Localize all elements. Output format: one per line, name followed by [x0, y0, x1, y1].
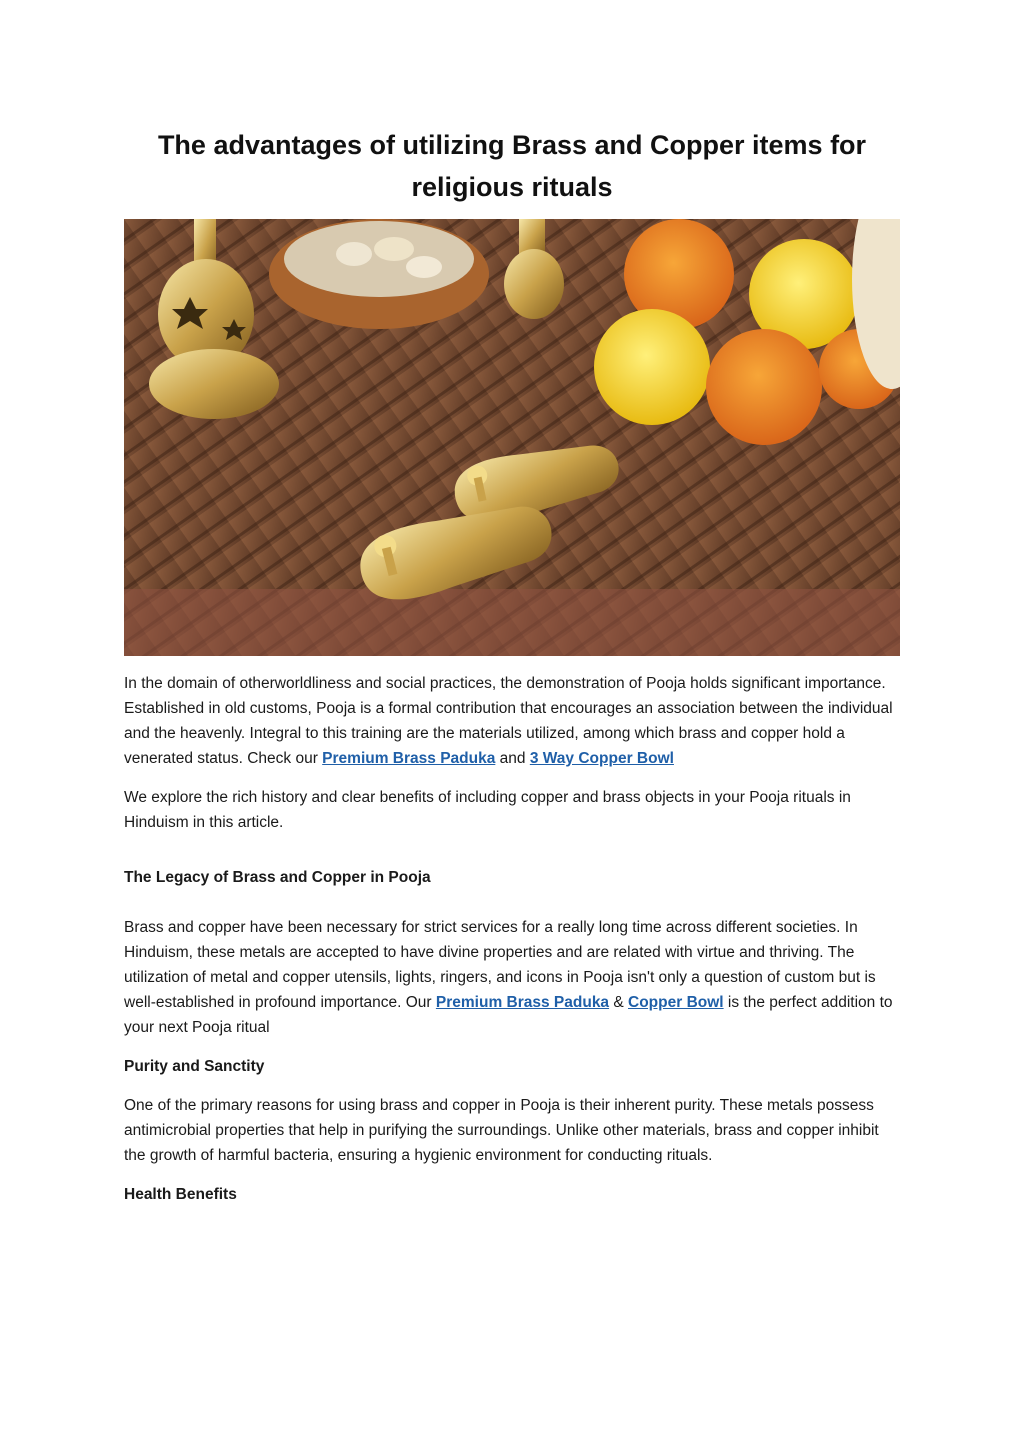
paragraph-explore: We explore the rich history and clear benefits of including copper and brass objects in your Pooja rituals in Hinduism in this article. [124, 789, 851, 831]
page-title: The advantages of utilizing Brass and Copper items for religious rituals [157, 130, 867, 202]
heading-legacy: The Legacy of Brass and Copper in Pooja [124, 869, 431, 886]
premium-brass-paduka-link[interactable]: Premium Brass Paduka [322, 750, 496, 767]
copper-bowl-link-2[interactable]: Copper Bowl [628, 994, 724, 1011]
brass-paduka-photo [124, 219, 900, 656]
heading-health: Health Benefits [124, 1186, 237, 1203]
heading-purity: Purity and Sanctity [124, 1058, 265, 1075]
intro-paragraph: In the domain of otherworldliness and social practices, the demonstration of Pooja holds significant importance. Established in old customs, Pooja is a formal contribution that encourages an association between the individual and the heavenly. Integral to this training are the materials utilized, among which brass and copper hold a venerated status. Check our Premium Brass Paduka and 3 Way Copper Bowl [124, 675, 893, 767]
article-body [124, 671, 904, 1207]
hero-image [124, 219, 900, 656]
copper-bowl-link[interactable]: 3 Way Copper Bowl [529, 750, 674, 767]
premium-brass-paduka-link-2[interactable]: Premium Brass Paduka [435, 994, 610, 1011]
paragraph-legacy: Brass and copper have been necessary for strict services for a really long time across different societies. In Hinduism, these metals are accepted to have divine properties and are related with virtue and thriving. The utilization of metal and copper utensils, lights, ringers, and icons in Pooja isn't only a question of custom but is well-established in profound importance. Our Premium Brass Paduka & Copper Bowl is the perfect addition to your next Pooja ritual [124, 919, 893, 1036]
paragraph-purity: One of the primary reasons for using brass and copper in Pooja is their inherent purity. These metals possess antimicrobial properties that help in purifying the surroundings. Unlike other materials, brass and copper inhibit the growth of harmful bacteria, ensuring a hygienic environment for conducting rituals. [124, 1097, 879, 1164]
